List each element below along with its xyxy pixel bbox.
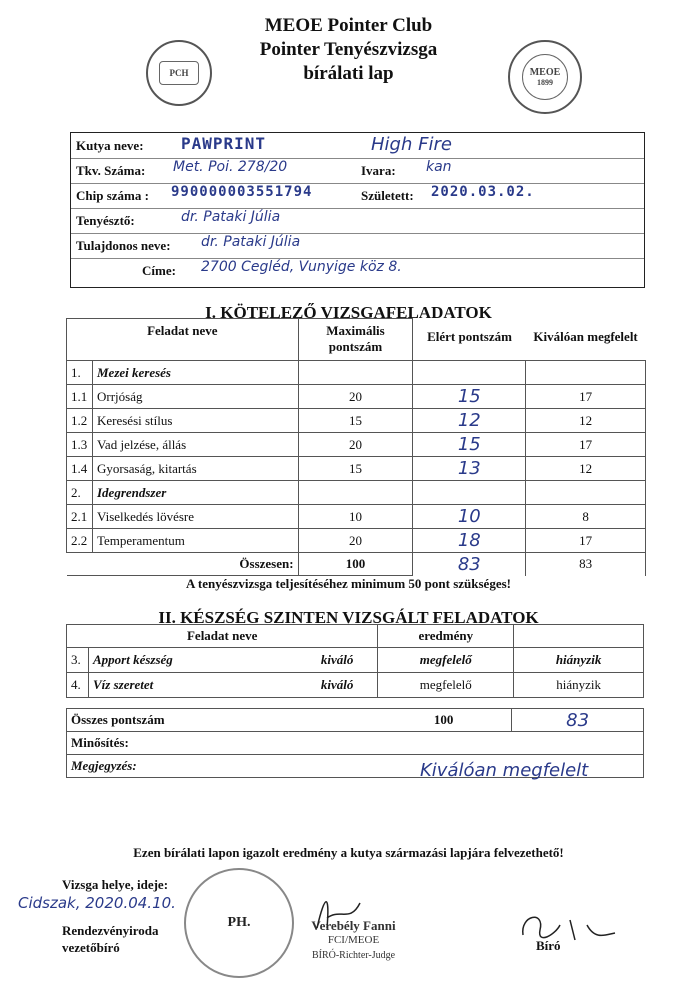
org-label-2: vezetőbíró [62,940,120,955]
skill-name: Víz szeretet [92,677,154,692]
task-num: 1. [67,361,93,385]
org-label-1: Rendezvényiroda [62,923,159,938]
address-label: Címe: [142,263,176,278]
task-max: 15 [298,457,413,481]
task-max: 10 [298,505,413,529]
task-achieved: 10 [413,505,526,529]
remark-value: Kiválóan megfelelt [420,760,589,781]
task-num: 1.1 [67,385,93,409]
chip-label: Chip száma : [76,188,149,203]
task-name: Temperamentum [92,529,298,553]
right-seal [508,40,582,114]
remark-label: Megjegyzés: [67,755,644,778]
task-max: 15 [298,409,413,433]
task-row [67,529,646,553]
org-label [62,922,159,956]
tkv-value: Met. Poi. 278/20 [173,159,288,175]
summary-total-max: 100 [376,709,512,732]
summary-total-label: Összes pontszám [67,709,376,732]
owner-value: dr. Pataki Júlia [201,234,301,250]
task-name: Mezei keresés [92,361,298,385]
address-value: 2700 Cegléd, Vunyige köz 8. [201,259,402,275]
judge1-role: FCI/MEOE [327,934,380,946]
task-num: 2.2 [67,529,93,553]
ph-stamp [184,868,294,978]
skill-name-cell [88,648,377,673]
total-label: Összesen: [67,553,299,576]
section2-title: II. KÉSZSÉG SZINTEN VIZSGÁLT FELADATOK [158,608,539,627]
task-max: 20 [298,529,413,553]
min-points-note: A tenyészvizsga teljesítéséhez minimum 50 pont szükséges! [186,576,511,591]
row-owner [71,233,644,259]
total-row [67,553,646,576]
judge1-signature [305,888,365,938]
skill-option-adequate: megfelelő [378,648,514,673]
task-excellent [526,481,646,505]
skill-header-row [67,625,644,648]
task-row [67,385,646,409]
skill-option-excellent: kiváló [320,677,354,692]
task-excellent: 12 [526,457,646,481]
born-label: Született: [361,188,414,203]
section1-title: I. KÖTELEZŐ VIZSGAFELADATOK [205,303,492,322]
skill-col-result: eredmény [378,625,514,648]
col-achieved: Elért pontszám [427,328,512,344]
task-max [298,481,413,505]
row-tkv [71,158,644,184]
sex-label: Ivara: [361,163,396,178]
place-value: Cidszak, 2020.04.10. [18,894,176,912]
task-row [67,361,646,385]
ph-label: PH. [227,915,251,930]
task-excellent: 17 [526,385,646,409]
task-achieved: 15 [413,433,526,457]
right-seal-text: MEOE [529,67,561,78]
name-value-2: High Fire [371,134,452,155]
row-chip [71,183,644,209]
task-row [67,457,646,481]
col-excellent: Kiválóan megfelelt [533,328,638,344]
task-achieved [413,361,526,385]
task-max [298,361,413,385]
summary-total-row [67,709,644,732]
row-name [71,133,644,159]
task-achieved: 13 [413,457,526,481]
task-name: Keresési stílus [92,409,298,433]
skill-row [67,648,644,673]
task-row [67,409,646,433]
skill-col-blank [514,625,644,648]
task-num: 1.2 [67,409,93,433]
summary-total-value: 83 [512,709,644,732]
task-row [67,481,646,505]
task-num: 2.1 [67,505,93,529]
sheet-title: bírálati lap [303,63,394,84]
skill-row [67,673,644,698]
summary-rating-row [67,732,644,755]
left-seal-text: PCH [159,61,199,85]
task-row [67,505,646,529]
skill-name: Apport készség [92,652,173,667]
owner-label: Tulajdonos neve: [76,238,171,253]
skill-option-adequate: megfelelő [378,673,514,698]
judge1-title: BÍRÓ-Richter-Judge [311,950,396,961]
total-excellent: 83 [526,553,646,576]
task-excellent: 8 [526,505,646,529]
name-label: Kutya neve: [76,138,144,153]
total-achieved: 83 [413,553,526,576]
task-max: 20 [298,385,413,409]
table-header-row [67,319,646,361]
dog-info-box [70,132,645,288]
task-excellent: 17 [526,529,646,553]
breeder-label: Tenyésztő: [76,213,135,228]
skill-option-excellent: kiváló [320,652,354,667]
task-name: Viselkedés lövésre [92,505,298,529]
task-excellent [526,361,646,385]
task-max: 20 [298,433,413,457]
judge1-name: Verebély Fanni [311,918,396,933]
task-name: Idegrendszer [92,481,298,505]
task-num: 1.4 [67,457,93,481]
skill-option-missing: hiányzik [514,648,644,673]
judge2-label: Bíró [536,938,561,953]
task-num: 2. [67,481,93,505]
mandatory-tasks-table [66,318,646,576]
row-breeder [71,208,644,234]
task-row [67,433,646,457]
club-name: MEOE Pointer Club [264,15,433,36]
left-seal [146,40,212,106]
statement: Ezen bírálati lapon igazolt eredmény a kutya származási lapjára felvezethető! [133,845,564,860]
task-excellent: 17 [526,433,646,457]
sex-value: kan [426,159,452,175]
task-achieved: 12 [413,409,526,433]
task-name: Orrjóság [92,385,298,409]
place-label: Vizsga helye, ideje: [62,877,169,892]
breeder-value: dr. Pataki Júlia [181,209,281,225]
judge2-signature [515,905,625,950]
task-excellent: 12 [526,409,646,433]
col-task: Feladat neve [67,319,299,361]
task-achieved [413,481,526,505]
tkv-label: Tkv. Száma: [76,163,146,178]
task-achieved: 18 [413,529,526,553]
col-max: Maximális pontszám [298,319,413,361]
born-value: 2020.03.02. [431,184,535,200]
exam-title: Pointer Tenyészvizsga [259,39,438,60]
right-seal-year: 1899 [537,78,553,87]
name-value: PAWPRINT [181,134,267,153]
task-num: 1.3 [67,433,93,457]
skill-num: 3. [67,648,89,673]
skill-option-missing: hiányzik [514,673,644,698]
skill-name-cell [88,673,377,698]
task-name: Gyorsaság, kitartás [92,457,298,481]
skill-num: 4. [67,673,89,698]
rating-label: Minősítés: [67,732,644,755]
task-achieved: 15 [413,385,526,409]
chip-value: 990000003551794 [171,184,313,200]
row-address [71,258,644,283]
task-name: Vad jelzése, állás [92,433,298,457]
skill-tasks-table [66,624,644,698]
total-max: 100 [298,553,413,576]
skill-col-task: Feladat neve [67,625,378,648]
